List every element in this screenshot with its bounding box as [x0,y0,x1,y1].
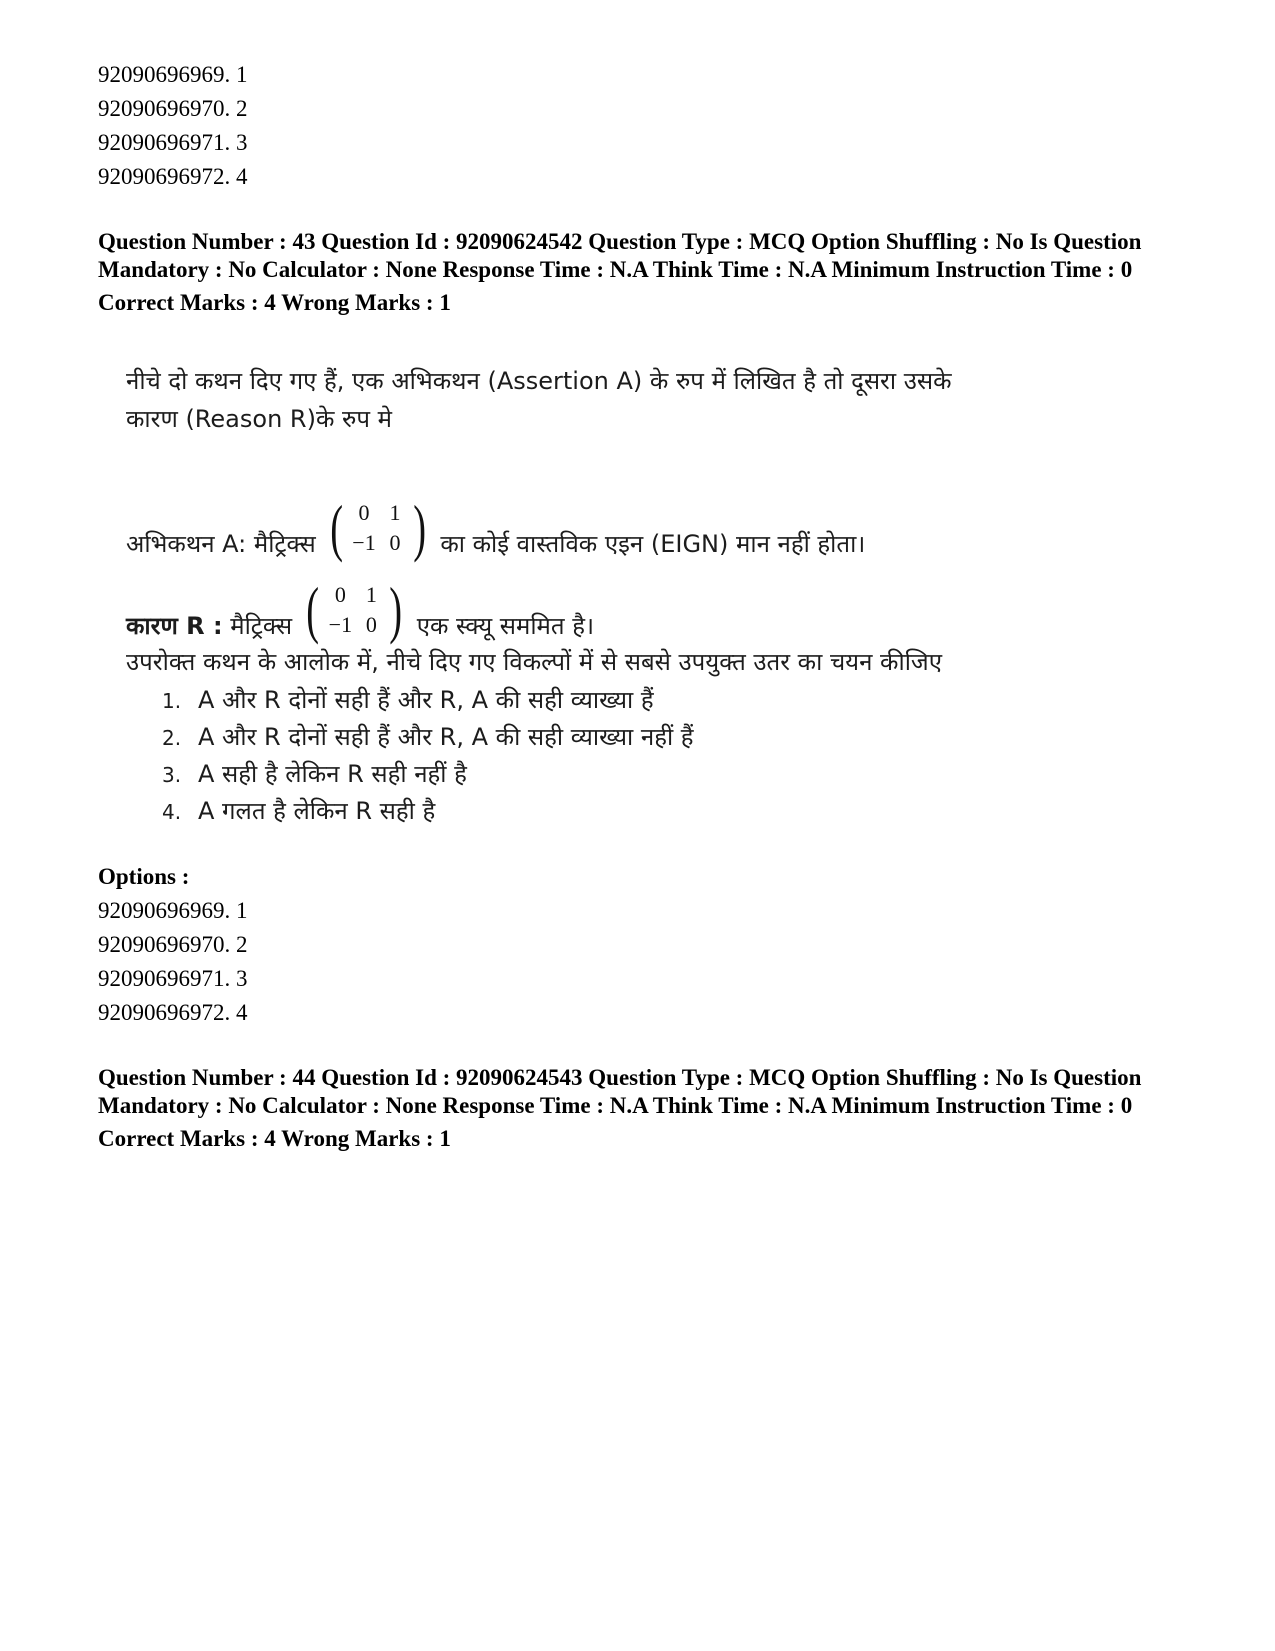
question-meta: Question Number : 44 Question Id : 92090624543 Question Type : MCQ Option Shuffling : No Is Question Mandatory : No Calculator : None Response Time : N.A Think Time : N.A Minimum Instruction Time : 0 [98,1065,1142,1118]
choice-number: 4. [162,800,182,824]
document-page [98,58,1188,1156]
option-line: 92090696969. 1 [98,62,248,87]
option-line: 92090696970. 2 [98,932,248,957]
list-item [126,719,1188,756]
question-body [126,362,1188,830]
option-line: 92090696970. 2 [98,96,248,121]
list-item [126,682,1188,719]
option-line: 92090696972. 4 [98,164,248,189]
reason-label-bold: कारण R : [126,612,223,640]
question-44 [98,1064,1188,1156]
matrix: ( 0 1 −1 0 ) [306,574,403,645]
matrix-cell: 1 [389,500,401,525]
options-section [98,860,1188,1030]
reason-statement [126,572,1188,645]
previous-options-list [98,58,1188,194]
option-line: 92090696971. 3 [98,130,248,155]
matrix-cell: 0 [365,612,377,637]
question-prompt: उपरोक्त कथन के आलोक में, नीचे दिए गए विकल्पों में से सबसे उपयुक्त उतर का चयन कीजिए [126,648,942,676]
matrix-cell: 0 [389,530,401,555]
matrix-cell: 0 [358,500,370,525]
option-line: 92090696969. 1 [98,898,248,923]
matrix-cell: −1 [328,612,353,637]
choice-text: A सही है लेकिन R सही नहीं है [198,760,467,788]
reason-label: मैट्रिक्स [222,612,293,640]
options-heading: Options : [98,864,190,889]
matrix: ( 0 1 −1 0 ) [329,492,427,563]
assertion-label: अभिकथन A: मैट्रिक्स [126,530,316,558]
question-intro: नीचे दो कथन दिए गए हैं, एक अभिकथन (Assertion A) के रुप में लिखित है तो दूसरा उसके कारण (Reason R)के रुप मे [126,367,952,433]
choice-number: 1. [162,689,182,713]
assertion-statement [126,490,1188,563]
matrix-cell: 1 [365,582,377,607]
choice-text: A गलत है लेकिन R सही है [198,797,436,825]
answer-choices [126,682,1188,830]
question-marks: Correct Marks : 4 Wrong Marks : 1 [98,1126,451,1151]
choice-text: A और R दोनों सही हैं और R, A की सही व्याख्या नहीं हैं [198,723,694,751]
list-item [126,793,1188,830]
question-meta: Question Number : 43 Question Id : 92090624542 Question Type : MCQ Option Shuffling : No Is Question Mandatory : No Calculator : None Response Time : N.A Think Time : N.A Minimum Instruction Time : 0 [98,229,1142,282]
option-line: 92090696971. 3 [98,966,248,991]
assertion-text: का कोई वास्तविक एइन (EIGN) मान नहीं होता। [440,530,866,558]
matrix-cell: −1 [352,530,376,555]
reason-text: एक स्क्यू सममित है। [416,612,595,640]
choice-text: A और R दोनों सही हैं और R, A की सही व्याख्या हैं [198,686,654,714]
option-line: 92090696972. 4 [98,1000,248,1025]
question-marks: Correct Marks : 4 Wrong Marks : 1 [98,290,451,315]
list-item [126,756,1188,793]
matrix-cell: 0 [334,582,346,607]
question-43 [98,228,1188,1030]
choice-number: 3. [162,763,182,787]
choice-number: 2. [162,726,182,750]
